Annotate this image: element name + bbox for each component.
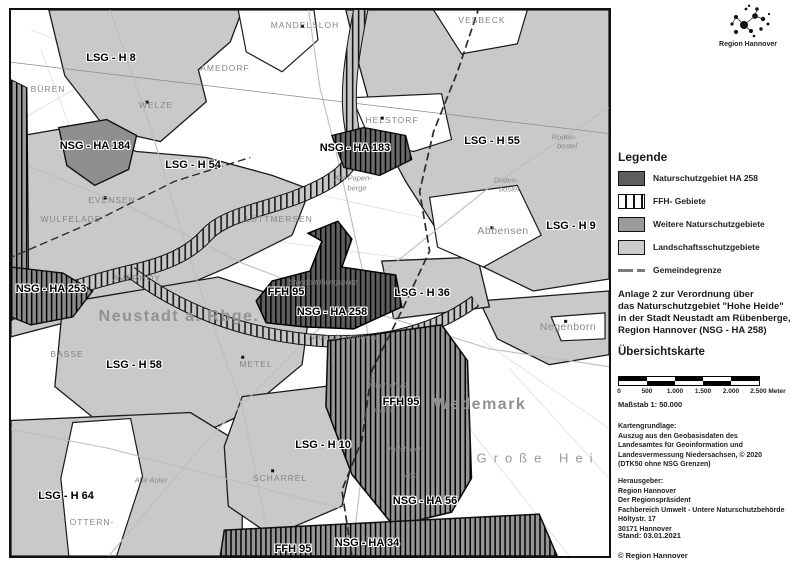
map-area-label: LSG - H 36	[394, 287, 450, 299]
legend-item	[618, 216, 798, 232]
map-area-label: NSG - HA 258	[296, 306, 368, 318]
legend-label: Weitere Naturschutzgebiete	[653, 219, 765, 229]
credits-line: Region Hannover	[618, 487, 676, 495]
map-area-label: NSG - HA 253	[15, 283, 87, 295]
legend-label: Naturschutzgebiet HA 258	[653, 173, 759, 183]
map-minor-label: Helstorfer	[388, 444, 422, 454]
map-area-label: NSG - HA 183	[319, 142, 391, 154]
scale-tick: 2.500 Meter	[750, 388, 786, 395]
map-area-label: LSG - H 54	[165, 159, 221, 171]
title-line: das Naturschutzgebiet "Hohe Heide"	[618, 301, 784, 312]
dark-swatch	[618, 171, 645, 186]
map-city-label: Wedemark	[433, 396, 527, 413]
region-hannover-logo	[706, 4, 790, 48]
map-area-label: FFH 95	[267, 286, 305, 298]
map-area-label: LSG - H 64	[38, 490, 94, 502]
legend-item	[618, 170, 798, 186]
legend-label: Landschaftsschutzgebiete	[653, 242, 760, 252]
map-area-label: LSG - H 8	[86, 52, 136, 64]
map-place-label: BASSE	[50, 349, 84, 359]
legend-item	[618, 193, 798, 209]
title-line: Region Hannover (NSG - HA 258)	[618, 325, 767, 336]
copyright: © Region Hannover	[618, 551, 688, 560]
map-place-label: WELZE	[138, 100, 174, 110]
map-minor-label: Neustadt-Lüttmersen	[308, 332, 380, 342]
credits-basis	[618, 422, 798, 470]
dash-swatch	[618, 269, 645, 272]
map-area-label: LSG - H 10	[295, 439, 351, 451]
credits-basis-title: Kartengrundlage:	[618, 423, 677, 430]
map-minor-label: Moor	[402, 470, 420, 480]
map-label-layer	[11, 10, 609, 556]
legend	[618, 170, 798, 285]
map-place-label: MANDELSLOH	[270, 20, 340, 30]
map-place-label: AMEDORF	[200, 63, 250, 73]
credits-line: Landesamtes für Geoinformation und	[618, 442, 743, 449]
map-minor-label: Standortübungsplatz	[288, 277, 358, 287]
map-place-label: EVENSEN	[88, 195, 136, 205]
map-area-label: LSG - H 55	[464, 135, 520, 147]
map-area-label: LSG - H 9	[546, 220, 596, 232]
title-block	[618, 289, 798, 337]
map-area-label: NSG - HA 56	[392, 495, 458, 507]
map-spread-label: Große Hei	[476, 450, 600, 466]
map-town-label: Negenborn	[539, 321, 597, 333]
logo-dots-icon	[724, 4, 772, 38]
credits-line: Landesvermessung Niedersachsen, © 2020	[618, 451, 763, 459]
map-minor-label: Naturschutz-	[367, 380, 411, 390]
legend-item	[618, 239, 798, 255]
map-place-label: AVERHOY	[113, 273, 161, 283]
map-minor-label: berge	[347, 183, 367, 193]
credits-line: (DTK50 ohne NSG Grenzen)	[618, 461, 711, 468]
nsg-swatch	[618, 217, 645, 232]
map-area-label: NSG - HA 34	[334, 537, 400, 549]
credits-line: 30171 Hannover	[618, 525, 672, 533]
map-minor-label: Alte Auter	[134, 475, 168, 485]
legend-item	[618, 262, 798, 278]
ffh-swatch	[618, 194, 645, 209]
credits-line: Höltystr. 17	[618, 516, 656, 523]
lsg-swatch	[618, 240, 645, 255]
legend-label: Gemeindegrenze	[653, 265, 722, 275]
scale-ratio: Maßstab 1: 50.000	[618, 400, 683, 409]
scale-tick: 1.000	[666, 388, 684, 395]
map-place-label: BÜREN	[30, 84, 66, 94]
title-line: Anlage 2 zur Verordnung über	[618, 289, 754, 300]
credits-publisher	[618, 477, 798, 534]
map-area-label: NSG - HA 184	[59, 140, 131, 152]
map-place-label: VESBECK	[458, 15, 506, 25]
scale-tick: 500	[641, 388, 653, 395]
credits-line: Fachbereich Umwelt - Untere Naturschutzbehörde	[618, 506, 785, 514]
map-town-label: Abbensen	[477, 225, 529, 237]
logo-text: Region Hannover	[719, 41, 777, 48]
scale-tick: 1.500	[694, 388, 712, 395]
legend-title: Legende	[618, 150, 668, 164]
subtitle-uebersichtskarte: Übersichtskarte	[618, 346, 705, 358]
map-place-label: LÜTTMERSEN	[245, 214, 313, 224]
scale-tick: 2.000	[722, 388, 740, 395]
map-city-label: Neustadt a. Rbge.	[98, 308, 260, 325]
map-minor-label: Duden-	[493, 175, 519, 185]
map-minor-label: Am Papen-	[334, 173, 372, 183]
credits-publisher-title: Herausgeber:	[618, 478, 664, 485]
map-minor-label: Roden-	[551, 132, 577, 142]
legend-label: FFH- Gebiete	[653, 196, 706, 206]
map-minor-label: gebiet	[371, 405, 393, 415]
map-place-label: WULFELADE	[40, 214, 102, 224]
date-stamp: Stand: 03.01.2021	[618, 531, 681, 540]
map-frame	[9, 8, 611, 558]
map-area-label: FFH 95	[382, 396, 420, 408]
map-minor-label: bostel	[556, 141, 578, 151]
info-panel	[616, 0, 800, 566]
map-area-label: FFH 95	[274, 543, 312, 555]
map-minor-label: bostel	[498, 184, 520, 194]
credits-line: Auszug aus den Geobasisdaten des	[618, 432, 738, 440]
scale-tick: 0	[617, 388, 621, 395]
scale-bar	[618, 376, 760, 386]
map-area-label: LSG - H 58	[106, 359, 162, 371]
map-place-label: METEL	[239, 359, 273, 369]
map-place-label: OTTERN-	[69, 517, 115, 527]
map-place-label: SCHARREL	[252, 473, 308, 483]
map-place-label: HELSTORF	[365, 115, 419, 125]
credits-line: Der Regionspräsident	[618, 497, 691, 504]
title-line: in der Stadt Neustadt am Rübenberge,	[618, 313, 791, 324]
scale-ticks	[618, 388, 800, 396]
